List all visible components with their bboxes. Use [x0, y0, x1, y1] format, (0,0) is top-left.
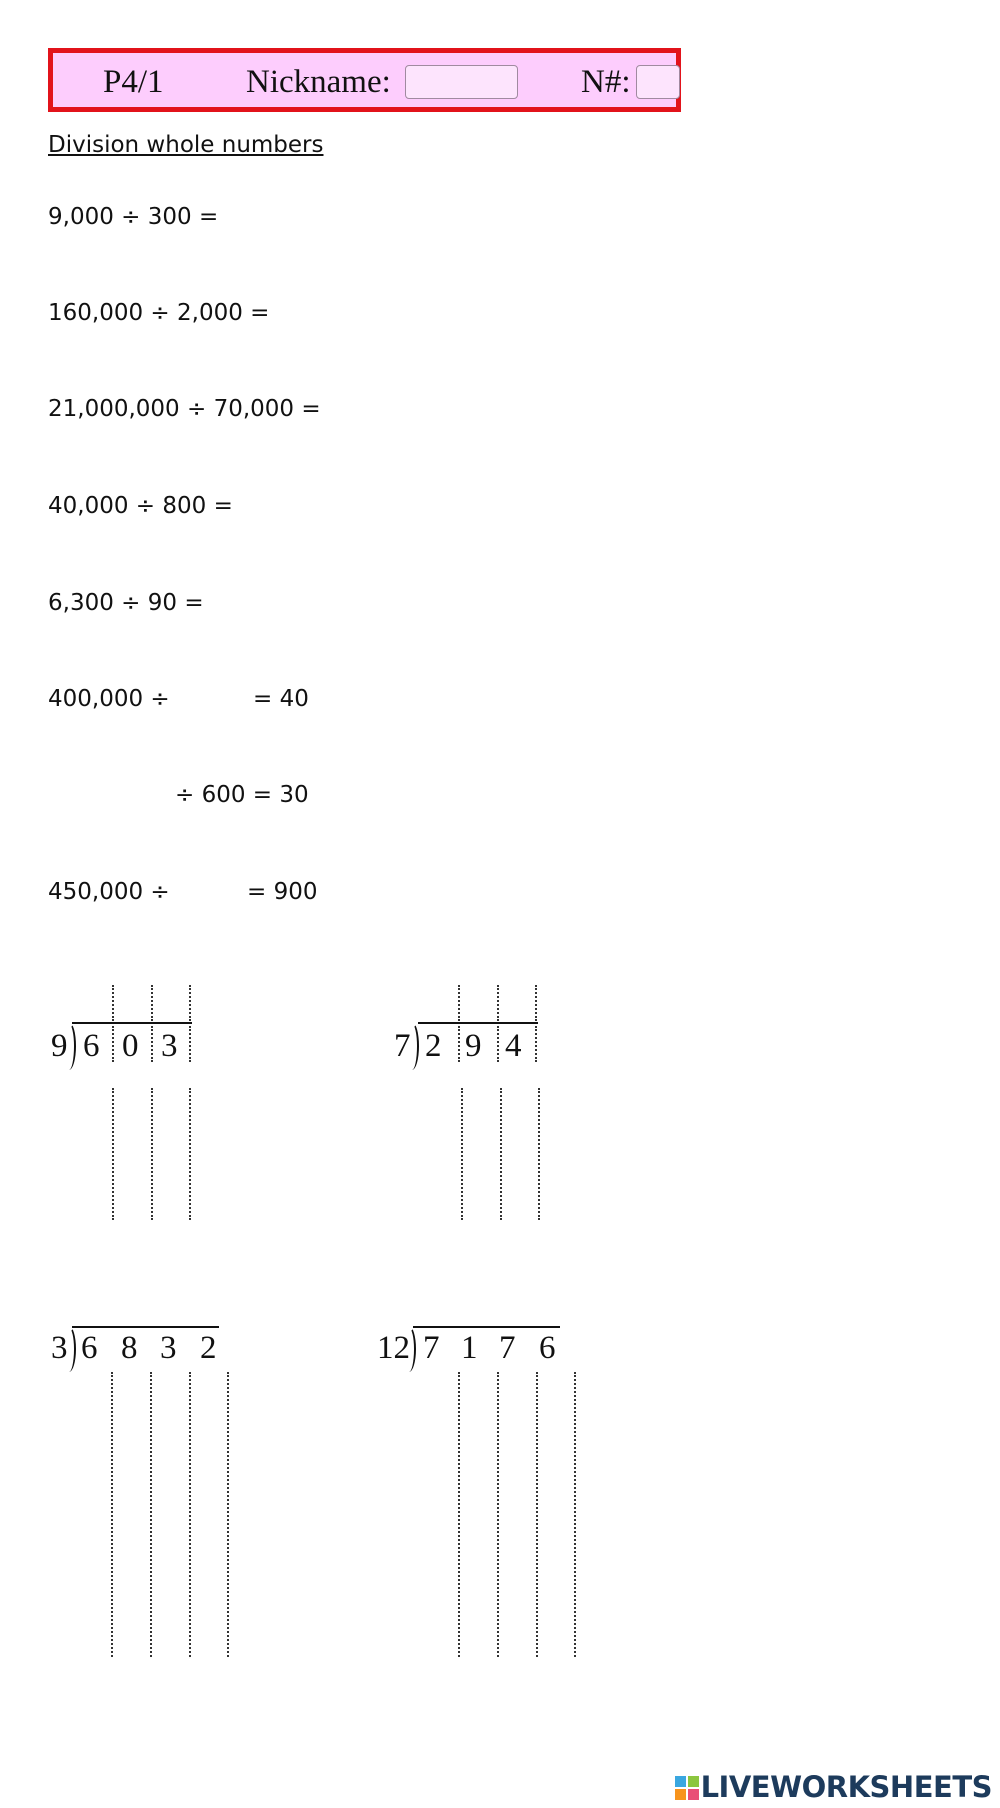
dividend-digit: 1 [461, 1330, 478, 1366]
answer-input-3[interactable] [305, 394, 425, 424]
answer-input-1[interactable] [215, 202, 335, 232]
logo-square [675, 1789, 686, 1800]
answer-input-5[interactable] [198, 588, 318, 618]
quotient-guide [189, 985, 191, 1021]
dividend-digit: 7 [423, 1330, 440, 1366]
problem-7-right: ÷ 600 = 30 [175, 782, 309, 808]
answer-input-8[interactable] [162, 877, 242, 907]
work-guide [497, 1372, 499, 1657]
dividend-digit: 6 [539, 1330, 556, 1366]
column-guide [151, 1026, 153, 1062]
division-bar [72, 1022, 192, 1024]
problem-5: 6,300 ÷ 90 = [48, 590, 204, 616]
logo-square [688, 1789, 699, 1800]
nickname-label: Nickname: [246, 64, 391, 100]
dividend-digit: 2 [200, 1330, 217, 1366]
divisor: 12 [377, 1330, 410, 1366]
number-label: N#: [581, 64, 631, 100]
answer-input-2[interactable] [258, 298, 378, 328]
nickname-input[interactable] [405, 65, 518, 99]
dividend-digit: 4 [505, 1028, 522, 1064]
number-input[interactable] [636, 65, 680, 99]
brand-name: LIVEWORKSHEETS [700, 1770, 992, 1804]
problem-8-right: = 900 [247, 879, 318, 905]
header-box [48, 48, 681, 112]
dividend-digit: 6 [81, 1330, 98, 1366]
column-guide [189, 1026, 191, 1062]
dividend-digit: 8 [121, 1330, 138, 1366]
liveworksheets-logo [675, 1770, 992, 1804]
answer-input-6[interactable] [162, 684, 247, 714]
division-bar [72, 1326, 219, 1328]
dividend-digit: 0 [122, 1028, 139, 1064]
problem-6-left: 400,000 ÷ [48, 686, 170, 712]
division-bracket [402, 1326, 416, 1372]
work-guide [574, 1372, 576, 1657]
class-label: P4/1 [103, 64, 164, 100]
problem-8-left: 450,000 ÷ [48, 879, 170, 905]
column-guide [497, 1026, 499, 1062]
division-bracket [62, 1326, 76, 1372]
quotient-guide [535, 985, 537, 1021]
column-guide [535, 1026, 537, 1062]
work-guide [189, 1088, 191, 1220]
work-guide [150, 1372, 152, 1657]
dividend-digit: 2 [425, 1028, 442, 1064]
work-guide [189, 1372, 191, 1657]
work-guide [458, 1372, 460, 1657]
dividend-digit: 6 [83, 1028, 100, 1064]
problem-2: 160,000 ÷ 2,000 = [48, 300, 270, 326]
division-bracket [405, 1022, 419, 1070]
work-guide [538, 1088, 540, 1220]
problem-3: 21,000,000 ÷ 70,000 = [48, 396, 321, 422]
quotient-guide [458, 985, 460, 1021]
column-guide [112, 1026, 114, 1062]
work-guide [151, 1088, 153, 1220]
liveworksheets-logo-icon [675, 1776, 699, 1800]
divisor: 3 [51, 1330, 68, 1366]
page-title: Division whole numbers [48, 132, 324, 158]
division-bar [418, 1022, 538, 1024]
work-guide [227, 1372, 229, 1657]
work-guide [500, 1088, 502, 1220]
dividend-digit: 3 [160, 1330, 177, 1366]
quotient-guide [112, 985, 114, 1021]
problem-6-right: = 40 [253, 686, 309, 712]
problem-4: 40,000 ÷ 800 = [48, 493, 233, 519]
dividend-digit: 3 [161, 1028, 178, 1064]
problem-1: 9,000 ÷ 300 = [48, 204, 219, 230]
dividend-digit: 7 [499, 1330, 516, 1366]
answer-input-4[interactable] [225, 491, 345, 521]
logo-square [675, 1776, 686, 1787]
logo-square [688, 1776, 699, 1787]
division-bar [413, 1326, 560, 1328]
work-guide [112, 1088, 114, 1220]
work-guide [461, 1088, 463, 1220]
divisor: 7 [394, 1028, 411, 1064]
work-guide [536, 1372, 538, 1657]
quotient-guide [151, 985, 153, 1021]
column-guide [458, 1026, 460, 1062]
work-guide [111, 1372, 113, 1657]
division-bracket [62, 1022, 76, 1070]
quotient-guide [497, 985, 499, 1021]
divisor: 9 [51, 1028, 68, 1064]
answer-input-7[interactable] [55, 780, 170, 810]
dividend-digit: 9 [465, 1028, 482, 1064]
